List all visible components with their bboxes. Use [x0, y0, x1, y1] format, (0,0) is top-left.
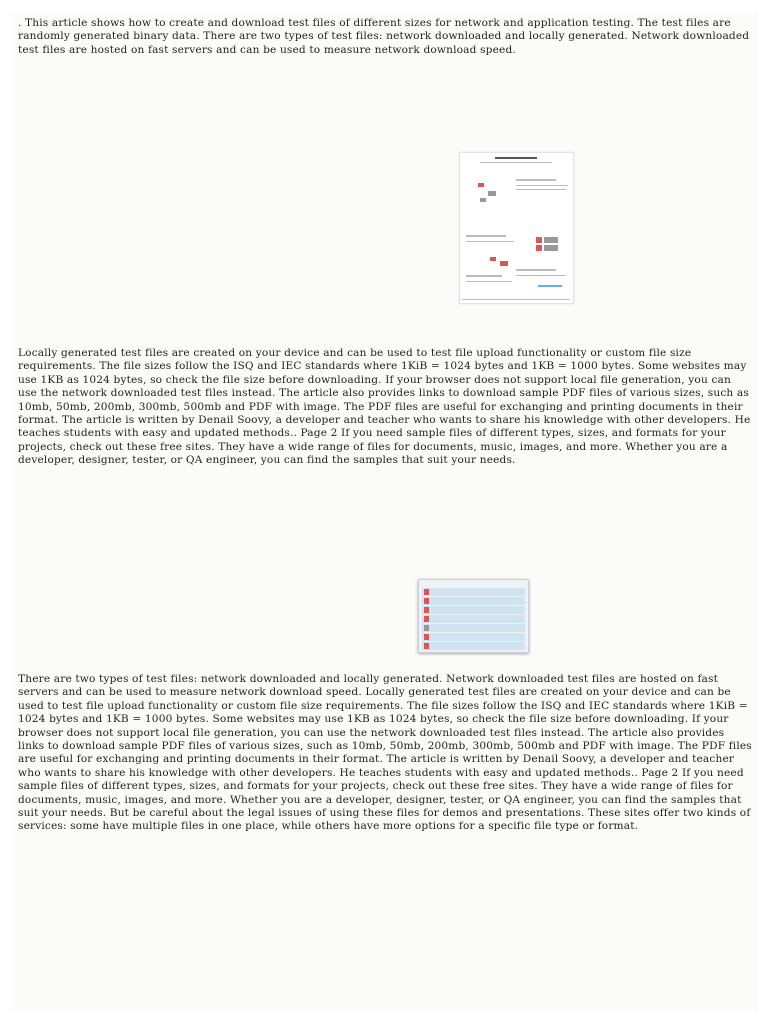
infographic-image	[459, 152, 574, 304]
file-list-screenshot-image	[418, 579, 529, 653]
paragraph-summary: There are two types of test files: network downloaded and locally generated. Network downloaded test files are hosted on fast servers and can be used to measure network download speed. Locally generated test files are created on your device and can be used to test file upload functionality or custom file size requirements. The file sizes follow the ISQ and IEC standards where 1KiB = 1024 bytes and 1KB = 1000 bytes. Some websites may use 1KB as 1024 bytes, so check the file size before downloading. If your browser does not support local file generation, you can use the network downloaded test files instead. The article also provides links to download sample PDF files of various sizes, such as 10mb, 50mb, 200mb, 300mb, 500mb and PDF with image. The PDF files are useful for exchanging and printing documents in their format. The article is written by Denail Soovy, a developer and teacher who wants to share his knowledge with other developers. He teaches students with easy and updated methods.. Page 2 If you need sample files of different types, sizes, and formats for your projects, check out these free sites. They have a wide range of files for documents, music, images, and more. Whether you are a developer, designer, tester, or QA engineer, you can find the samples that suit your needs. But be careful about the legal issues of using these files for demos and presentations. These sites offer two kinds of services: some have multiple files in one place, while others have more options for a specific file type or format.	[18, 673, 752, 833]
document-page	[12, 12, 758, 1012]
paragraph-intro: . This article shows how to create and download test files of different sizes for network and application testing. The test files are randomly generated binary data. There are two types of test files: network downloaded and locally generated. Network downloaded test files are hosted on fast servers and can be used to measure network download speed.	[18, 17, 750, 56]
paragraph-local-files: Locally generated test files are created on your device and can be used to test file upload functionality or custom file size requirements. The file sizes follow the ISQ and IEC standards where 1KiB = 1024 bytes and 1KB = 1000 bytes. Some websites may use 1KB as 1024 bytes, so check the file size before downloading. If your browser does not support local file generation, you can use the network downloaded test files instead. The article also provides links to download sample PDF files of various sizes, such as 10mb, 50mb, 200mb, 300mb, 500mb and PDF with image. The PDF files are useful for exchanging and printing documents in their format. The article is written by Denail Soovy, a developer and teacher who wants to share his knowledge with other developers. He teaches students with easy and updated methods.. Page 2 If you need sample files of different types, sizes, and formats for your projects, check out these free sites. They have a wide range of files for documents, music, images, and more. Whether you are a developer, designer, tester, or QA engineer, you can find the samples that suit your needs.	[18, 347, 751, 467]
